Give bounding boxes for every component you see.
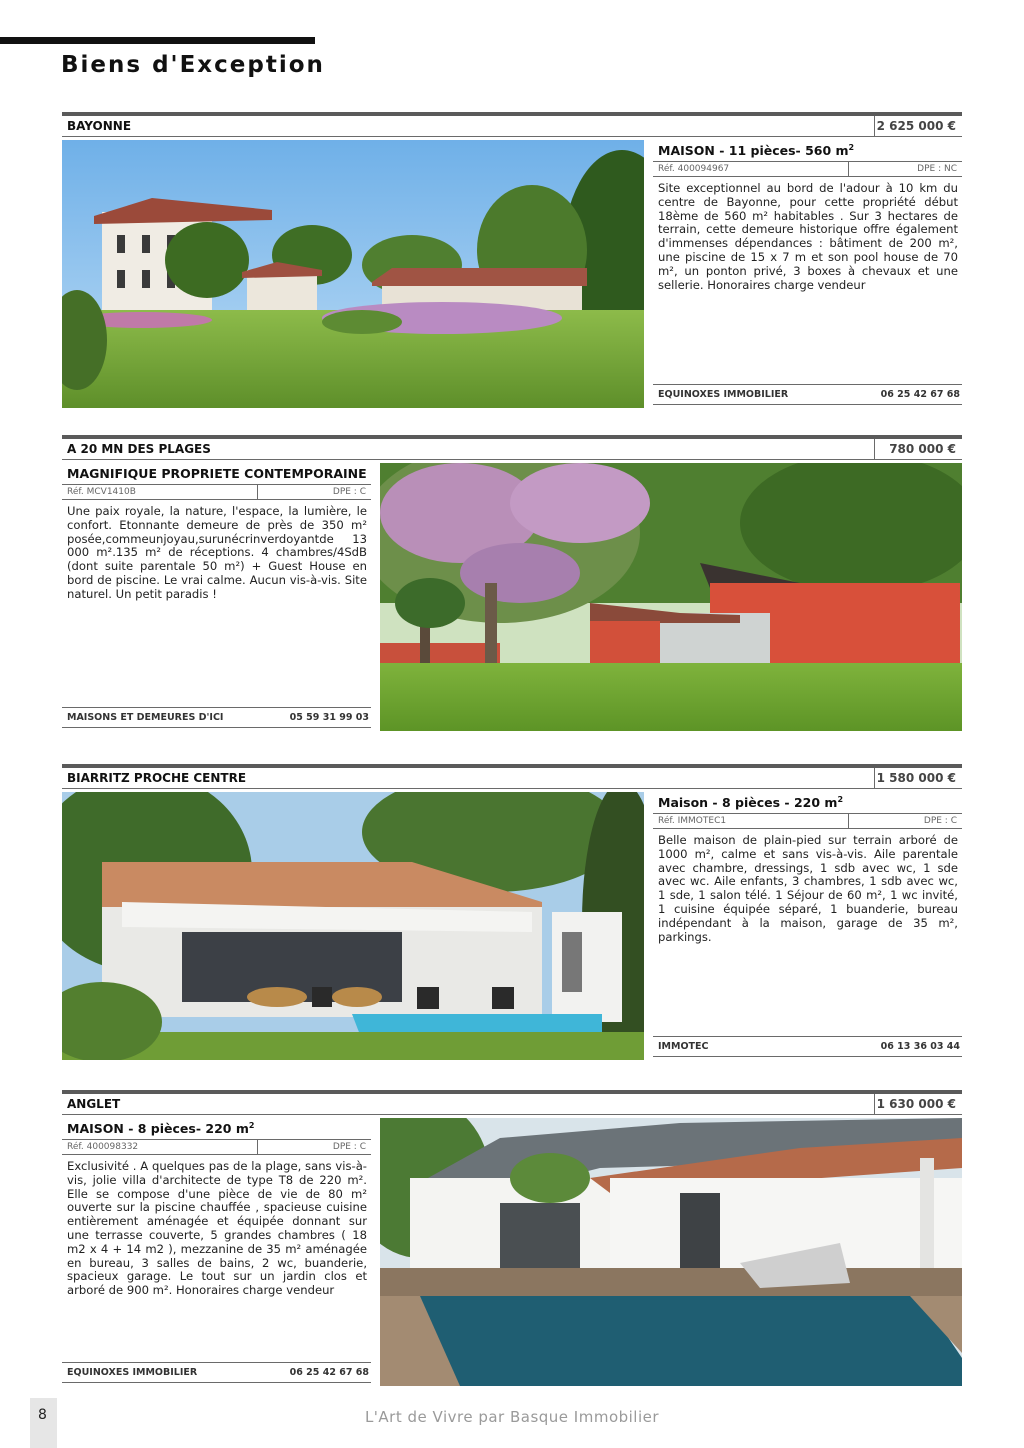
reference: Réf. 400094967 bbox=[658, 164, 730, 174]
listing-price: 1 630 000 € bbox=[874, 1094, 962, 1115]
property-description: Exclusivité . A quelques pas de la plage, sans vis-à-vis, jolie villa d'architecte de type T8 de 220 m². Elle se compose d'une pièce de vie de 80 m² ouverte sur la piscine chauffée , spacieuse cuisine entièrement aménagée et équipée donnant sur une terrasse couverte, 5 grandes chambres ( 18 m2 x 4 + 14 m2 ), mezzanine de 35 m² aménagée en bureau, 3 salles de bains, 2 wc, buanderie, spacieux garage. Le tout sur un jardin clos et arboré de 900 m². Honoraires charge vendeur bbox=[67, 1159, 367, 1298]
reference: Réf. IMMOTEC1 bbox=[658, 816, 727, 826]
listing-location: BIARRITZ PROCHE CENTRE bbox=[67, 771, 247, 785]
property-type: MAGNIFIQUE PROPRIETE CONTEMPORAINE bbox=[62, 463, 371, 485]
dpe-rating: DPE : C bbox=[257, 1140, 371, 1154]
property-photo bbox=[380, 463, 962, 731]
property-description: Site exceptionnel au bord de l'adour à 10 km du centre de Bayonne, pour cette propriété début 18ème de 560 m² habitables . Sur 3 hectares de terrain, cette demeure historique offre également d'immenses dépendances : bâtiment de 200 m², une piscine de 15 x 7 m et son pool house de 70 m², un ponton privé, 3 boxes à chevaux et une sellerie. Honoraires charge vendeur bbox=[658, 181, 958, 292]
property-photo bbox=[380, 1118, 962, 1386]
agency-phone[interactable]: 06 25 42 67 68 bbox=[880, 389, 960, 400]
agency-phone[interactable]: 06 25 42 67 68 bbox=[289, 1367, 369, 1378]
agency-name: MAISONS ET DEMEURES D'ICI bbox=[67, 712, 224, 723]
listing-price: 1 580 000 € bbox=[874, 768, 962, 789]
listing-biarritz bbox=[62, 764, 962, 1062]
property-description: Belle maison de plain-pied sur terrain arboré de 1000 m², calme et sans vis-à-vis. Aile parentale avec chambre, dressings, 1 sdb avec wc, 1 sde avec wc. Aile enfants, 3 chambres, 1 sdb avec wc, 1 sde, 1 salon télé. 1 Séjour de 60 m², 1 wc invité, 1 cuisine équipée séparé, 1 buanderie, bureau indépendant à la maison, garage de 35 m², parkings. bbox=[658, 833, 958, 944]
agency-row bbox=[653, 1036, 962, 1057]
reference-row bbox=[653, 162, 962, 177]
property-info bbox=[653, 140, 962, 410]
property-info bbox=[62, 463, 371, 733]
listing-anglet bbox=[62, 1090, 962, 1388]
dpe-rating: DPE : NC bbox=[848, 162, 962, 176]
reference: Réf. 400098332 bbox=[67, 1142, 139, 1152]
agency-phone[interactable]: 05 59 31 99 03 bbox=[289, 712, 369, 723]
listing-header bbox=[62, 439, 962, 460]
property-type: MAISON - 8 pièces- 220 $m^2$ bbox=[62, 1118, 371, 1140]
reference-row bbox=[653, 814, 962, 829]
listing-bayonne bbox=[62, 112, 962, 410]
property-type: Maison - 8 pièces - 220 $m^2$ bbox=[653, 792, 962, 814]
listing-price: 2 625 000 € bbox=[874, 116, 962, 137]
page-number: 8 bbox=[38, 1407, 47, 1423]
listing-location: A 20 MN DES PLAGES bbox=[67, 442, 211, 456]
property-info bbox=[653, 792, 962, 1062]
dpe-rating: DPE : C bbox=[848, 814, 962, 828]
agency-phone[interactable]: 06 13 36 03 44 bbox=[880, 1041, 960, 1052]
listing-header bbox=[62, 768, 962, 789]
listing-plages bbox=[62, 435, 962, 733]
dpe-rating: DPE : C bbox=[257, 485, 371, 499]
property-type: MAISON - 11 pièces- 560 $m^2$ bbox=[653, 140, 962, 162]
agency-row bbox=[62, 707, 371, 728]
property-photo bbox=[62, 792, 644, 1060]
property-description: Une paix royale, la nature, l'espace, la lumière, le confort. Etonnante demeure de près de 350 m² posée,commeunjoyau,surunécrinverdoyantde 13 000 m².135 m² de réceptions. 4 chambres/4SdB (dont suite parentale 50 m²) + Guest House en bord de piscine. Le vrai calme. Aucun vis-à-vis. Site naturel. Un petit paradis ! bbox=[67, 504, 367, 601]
reference-row bbox=[62, 485, 371, 500]
listing-header bbox=[62, 1094, 962, 1115]
reference-row bbox=[62, 1140, 371, 1155]
property-info bbox=[62, 1118, 371, 1388]
listing-location: ANGLET bbox=[67, 1097, 121, 1111]
page-title: Biens d'Exception bbox=[61, 52, 325, 78]
agency-name: EQUINOXES IMMOBILIER bbox=[67, 1367, 198, 1378]
agency-name: IMMOTEC bbox=[658, 1041, 709, 1052]
page-footer: L'Art de Vivre par Basque Immobilier bbox=[364, 1408, 660, 1426]
agency-name: EQUINOXES IMMOBILIER bbox=[658, 389, 789, 400]
agency-row bbox=[62, 1362, 371, 1383]
property-photo bbox=[62, 140, 644, 408]
reference: Réf. MCV1410B bbox=[67, 487, 136, 497]
listing-location: BAYONNE bbox=[67, 119, 132, 133]
listing-price: 780 000 € bbox=[874, 439, 962, 460]
header-accent-bar bbox=[0, 37, 315, 44]
listing-header bbox=[62, 116, 962, 137]
agency-row bbox=[653, 384, 962, 405]
